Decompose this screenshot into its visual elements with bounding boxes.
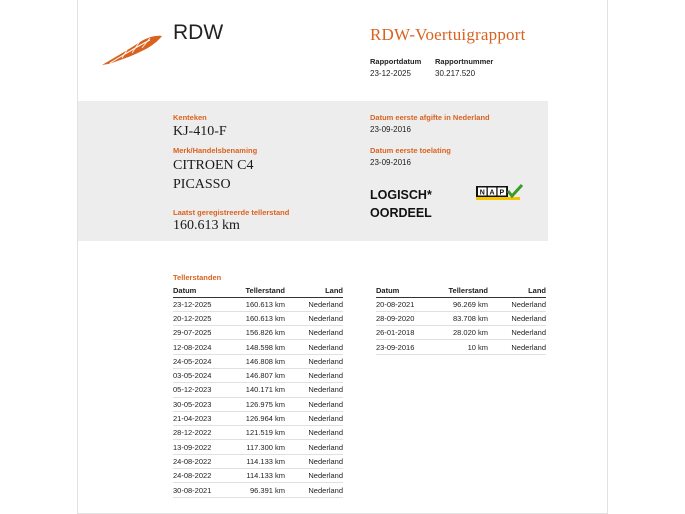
tellerstand-label: Laatst geregistreerde tellerstand [173, 208, 290, 217]
tellerstanden-table-left [173, 285, 343, 498]
table-row [173, 326, 343, 340]
oordeel-line2: OORDEEL [370, 206, 432, 220]
cell-datum: 24-08-2022 [173, 469, 233, 483]
cell-tellerstand: 117.300 km [233, 440, 285, 454]
cell-tellerstand: 126.975 km [233, 397, 285, 411]
tellerstanden-table-right [376, 285, 546, 355]
vehicle-info-band [78, 101, 548, 241]
nap-letter-n: N [479, 189, 485, 197]
brand-name: RDW [173, 21, 224, 44]
toelating-label: Datum eerste toelating [370, 146, 451, 155]
kenteken-value: KJ-410-F [173, 124, 227, 139]
oordeel-line1: LOGISCH* [370, 188, 432, 202]
rdw-feather-logo-icon [100, 32, 166, 68]
document-title: RDW-Voertuigrapport [370, 25, 526, 44]
cell-tellerstand: 156.826 km [233, 326, 285, 340]
cell-land: Nederland [285, 440, 343, 454]
cell-datum: 03-05-2024 [173, 368, 233, 382]
cell-datum: 29-07-2025 [173, 326, 233, 340]
rapportnummer-label: Rapportnummer [435, 57, 494, 66]
nap-letter-p: P [499, 189, 505, 197]
cell-datum: 24-08-2022 [173, 454, 233, 468]
cell-datum: 05-12-2023 [173, 383, 233, 397]
cell-land: Nederland [488, 297, 546, 311]
header-datum: Datum [173, 285, 233, 297]
cell-tellerstand: 114.133 km [233, 454, 285, 468]
table-row [376, 297, 546, 311]
cell-datum: 20-12-2025 [173, 311, 233, 325]
table-row [173, 368, 343, 382]
toelating-value: 23-09-2016 [370, 158, 411, 167]
cell-tellerstand: 160.613 km [233, 297, 285, 311]
cell-tellerstand: 146.808 km [233, 354, 285, 368]
cell-land: Nederland [285, 297, 343, 311]
table-row [173, 397, 343, 411]
merk-value-line1: CITROEN C4 [173, 158, 254, 173]
tellerstand-value: 160.613 km [173, 218, 240, 233]
table-row [376, 311, 546, 325]
table-row [376, 340, 546, 354]
header-land: Land [488, 285, 546, 297]
cell-land: Nederland [285, 368, 343, 382]
cell-datum: 30-08-2021 [173, 483, 233, 497]
cell-land: Nederland [285, 311, 343, 325]
table-row [173, 311, 343, 325]
cell-tellerstand: 148.598 km [233, 340, 285, 354]
rapportnummer-value: 30.217.520 [435, 69, 476, 78]
cell-tellerstand: 114.133 km [233, 469, 285, 483]
cell-tellerstand: 28.020 km [436, 326, 488, 340]
table-header-row [376, 285, 546, 297]
cell-datum: 23-09-2016 [376, 340, 436, 354]
cell-datum: 28-12-2022 [173, 426, 233, 440]
cell-datum: 24-05-2024 [173, 354, 233, 368]
table-row [173, 483, 343, 497]
cell-land: Nederland [285, 469, 343, 483]
cell-land: Nederland [285, 426, 343, 440]
table-row [173, 383, 343, 397]
cell-datum: 12-08-2024 [173, 340, 233, 354]
table-row [173, 440, 343, 454]
merk-value-line2: PICASSO [173, 177, 231, 192]
cell-tellerstand: 121.519 km [233, 426, 285, 440]
cell-land: Nederland [285, 483, 343, 497]
cell-datum: 21-04-2023 [173, 411, 233, 425]
table-row [173, 426, 343, 440]
cell-datum: 30-05-2023 [173, 397, 233, 411]
header-tellerstand: Tellerstand [436, 285, 488, 297]
header-land: Land [285, 285, 343, 297]
table-row [173, 354, 343, 368]
afgifte-label: Datum eerste afgifte in Nederland [370, 113, 490, 122]
cell-land: Nederland [285, 326, 343, 340]
table-row [173, 340, 343, 354]
nap-letter-a: A [489, 189, 495, 197]
cell-tellerstand: 96.269 km [436, 297, 488, 311]
cell-tellerstand: 126.964 km [233, 411, 285, 425]
kenteken-label: Kenteken [173, 113, 207, 122]
header-tellerstand: Tellerstand [233, 285, 285, 297]
table-row [173, 411, 343, 425]
cell-land: Nederland [285, 411, 343, 425]
table-row [173, 297, 343, 311]
cell-land: Nederland [488, 311, 546, 325]
oordeel-text [370, 186, 432, 222]
cell-tellerstand: 96.391 km [233, 483, 285, 497]
cell-tellerstand: 160.613 km [233, 311, 285, 325]
cell-land: Nederland [285, 397, 343, 411]
merk-label: Merk/Handelsbenaming [173, 146, 258, 155]
cell-datum: 28-09-2020 [376, 311, 436, 325]
table-row [173, 469, 343, 483]
cell-tellerstand: 83.708 km [436, 311, 488, 325]
cell-land: Nederland [488, 326, 546, 340]
header-datum: Datum [376, 285, 436, 297]
rapportdatum-value: 23-12-2025 [370, 69, 411, 78]
table-row [173, 454, 343, 468]
cell-datum: 26-01-2018 [376, 326, 436, 340]
cell-tellerstand: 10 km [436, 340, 488, 354]
cell-land: Nederland [285, 354, 343, 368]
afgifte-value: 23-09-2016 [370, 125, 411, 134]
cell-land: Nederland [285, 454, 343, 468]
cell-tellerstand: 146.807 km [233, 368, 285, 382]
cell-land: Nederland [285, 383, 343, 397]
tellerstanden-title: Tellerstanden [173, 273, 222, 282]
cell-land: Nederland [285, 340, 343, 354]
table-row [376, 326, 546, 340]
cell-datum: 20-08-2021 [376, 297, 436, 311]
table-header-row [173, 285, 343, 297]
nap-logo-icon [476, 184, 524, 202]
cell-datum: 23-12-2025 [173, 297, 233, 311]
cell-tellerstand: 140.171 km [233, 383, 285, 397]
rapportdatum-label: Rapportdatum [370, 57, 422, 66]
cell-land: Nederland [488, 340, 546, 354]
cell-datum: 13-09-2022 [173, 440, 233, 454]
